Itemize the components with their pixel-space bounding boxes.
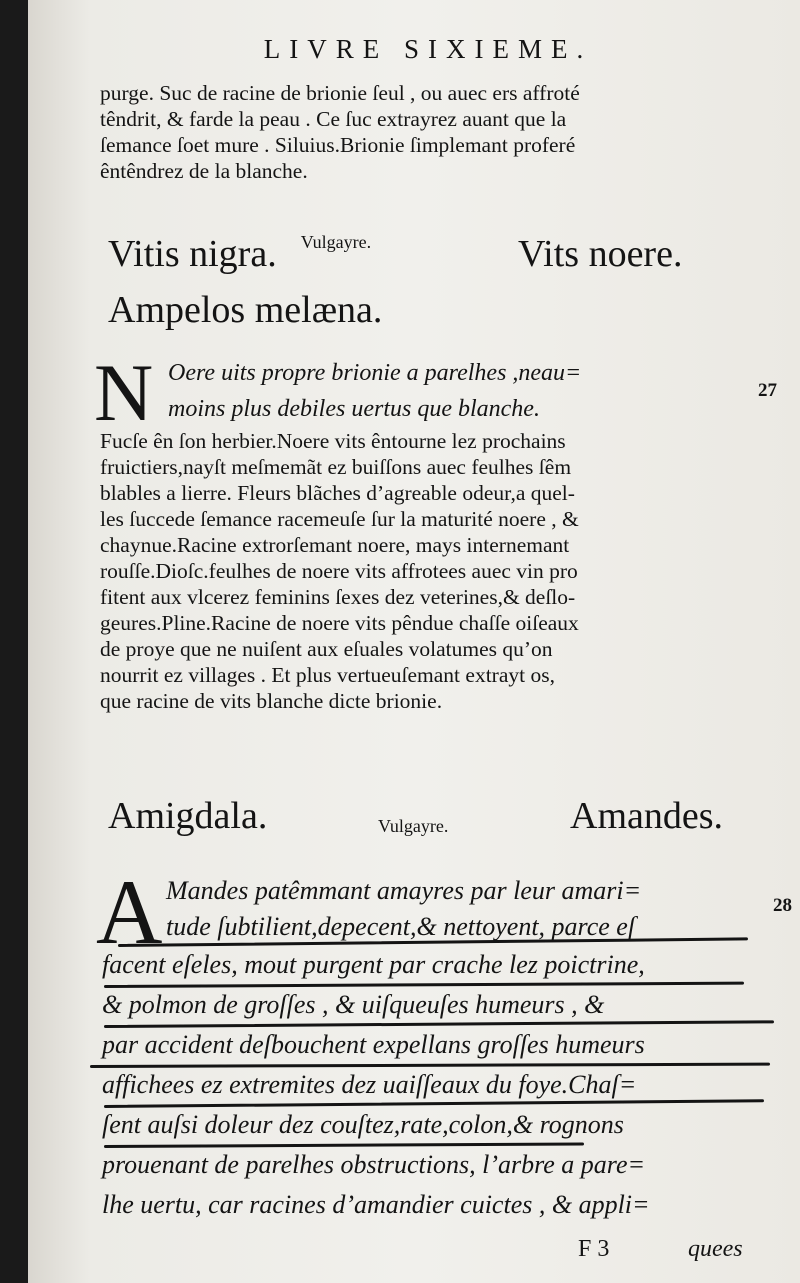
text-line: chaynue.Racine extrorſemant noere, mays internemant (100, 533, 570, 557)
ink-underline (104, 1099, 764, 1108)
section2-french-name: Amandes. (570, 795, 724, 837)
section2-heading (108, 794, 728, 838)
section2-margin-number: 28 (773, 895, 792, 916)
section2-italic-line: affichees ez extremites dez uaiſſeaux du foye.Chaſ= (102, 1070, 637, 1099)
intro-paragraph (100, 80, 760, 184)
text-line: rouſſe.Dioſc.feulhes de noere vits affrotees auec vin pro (100, 559, 578, 583)
section2-italic-line: & polmon de groſſes , & uiſqueuſes humeurs , & (102, 990, 605, 1019)
text-line: blables a lierre. Fleurs blãches d’agreable odeur,a quel- (100, 481, 575, 505)
section2-italic-line: prouenant de parelhes obstructions, l’arbre a pare= (102, 1150, 646, 1179)
text-line: fruictiers,nayſt meſmemãt ez buiſſons auec feulhes ſêm (100, 455, 572, 479)
section2-italic-line: facent eſeles, mout purgent par crache lez poictrine, (102, 950, 645, 979)
ink-underline (90, 1063, 770, 1068)
section1-subheading (108, 288, 728, 332)
section2-dropcap: A (96, 861, 163, 963)
text-line: êntêndrez de la blanche. (100, 159, 308, 183)
section1-italic-line: Oere uits propre brionie a parelhes ,neau= (168, 360, 582, 386)
running-head: LIVRE SIXIEME. (263, 34, 593, 64)
ink-underline (104, 1142, 584, 1148)
signature-mark: F 3 (578, 1236, 610, 1262)
section1-greek-name: Ampelos melæna. (108, 289, 383, 331)
section1-dropcap: N (94, 347, 154, 438)
section2-latin-name: Amigdala. (108, 795, 268, 837)
text-line: Fucſe ên ſon herbier.Noere vits êntourne lez prochains (100, 429, 566, 453)
text-line: geures.Pline.Racine de noere vits pêndue chaſſe oiſeaux (100, 611, 579, 635)
section2-italic-line: Mandes patêmmant amayres par leur amari= (166, 876, 642, 905)
text-line: têndrit, & farde la peau . Ce ſuc extrayrez auant que la (100, 107, 567, 131)
section1-latin-name: Vitis nigra. (108, 233, 277, 275)
section2-vulgar-label: Vulgayre. (378, 816, 449, 836)
ink-underline (104, 1020, 774, 1028)
text-line: de proye que ne nuiſent aux eſuales volatumes qu’on (100, 637, 553, 661)
book-page (28, 0, 800, 1283)
catchword: quees (688, 1236, 743, 1262)
section1-vulgar-label: Vulgayre. (300, 232, 372, 252)
text-line: que racine de vits blanche dicte brionie. (100, 689, 443, 713)
section1-margin-number: 27 (758, 380, 777, 401)
section1-italic-line: moins plus debiles uertus que blanche. (168, 396, 540, 422)
section2-italic-line: par accident deſbouchent expellans groſſes humeurs (102, 1030, 645, 1059)
section2-italic-line: lhe uertu, car racines d’amandier cuictes , & appli= (102, 1190, 650, 1219)
section1-heading (108, 232, 728, 276)
text-line: les ſuccede ſemance racemeuſe ſur la maturité noere , & (100, 507, 579, 531)
section2-italic-line: ſent auſsi doleur dez couſtez,rate,colon,& rognons (102, 1110, 624, 1139)
text-line: purge. Suc de racine de brionie ſeul , ou auec ers affroté (100, 81, 580, 105)
text-line: nourrit ez villages . Et plus vertueuſemant extrayt os, (100, 663, 555, 687)
ink-underline (104, 982, 744, 988)
section1-french-name: Vits noere. (518, 233, 683, 275)
section2-italic-line: tude ſubtilient,depecent,& nettoyent, parce eſ (166, 912, 636, 941)
text-line: fitent aux vlcerez feminins ſexes dez veterines,& deſlo- (100, 585, 576, 609)
text-line: ſemance ſoet mure . Siluius.Brionie ſimplemant proferé (100, 133, 576, 157)
section1-body (100, 428, 760, 714)
